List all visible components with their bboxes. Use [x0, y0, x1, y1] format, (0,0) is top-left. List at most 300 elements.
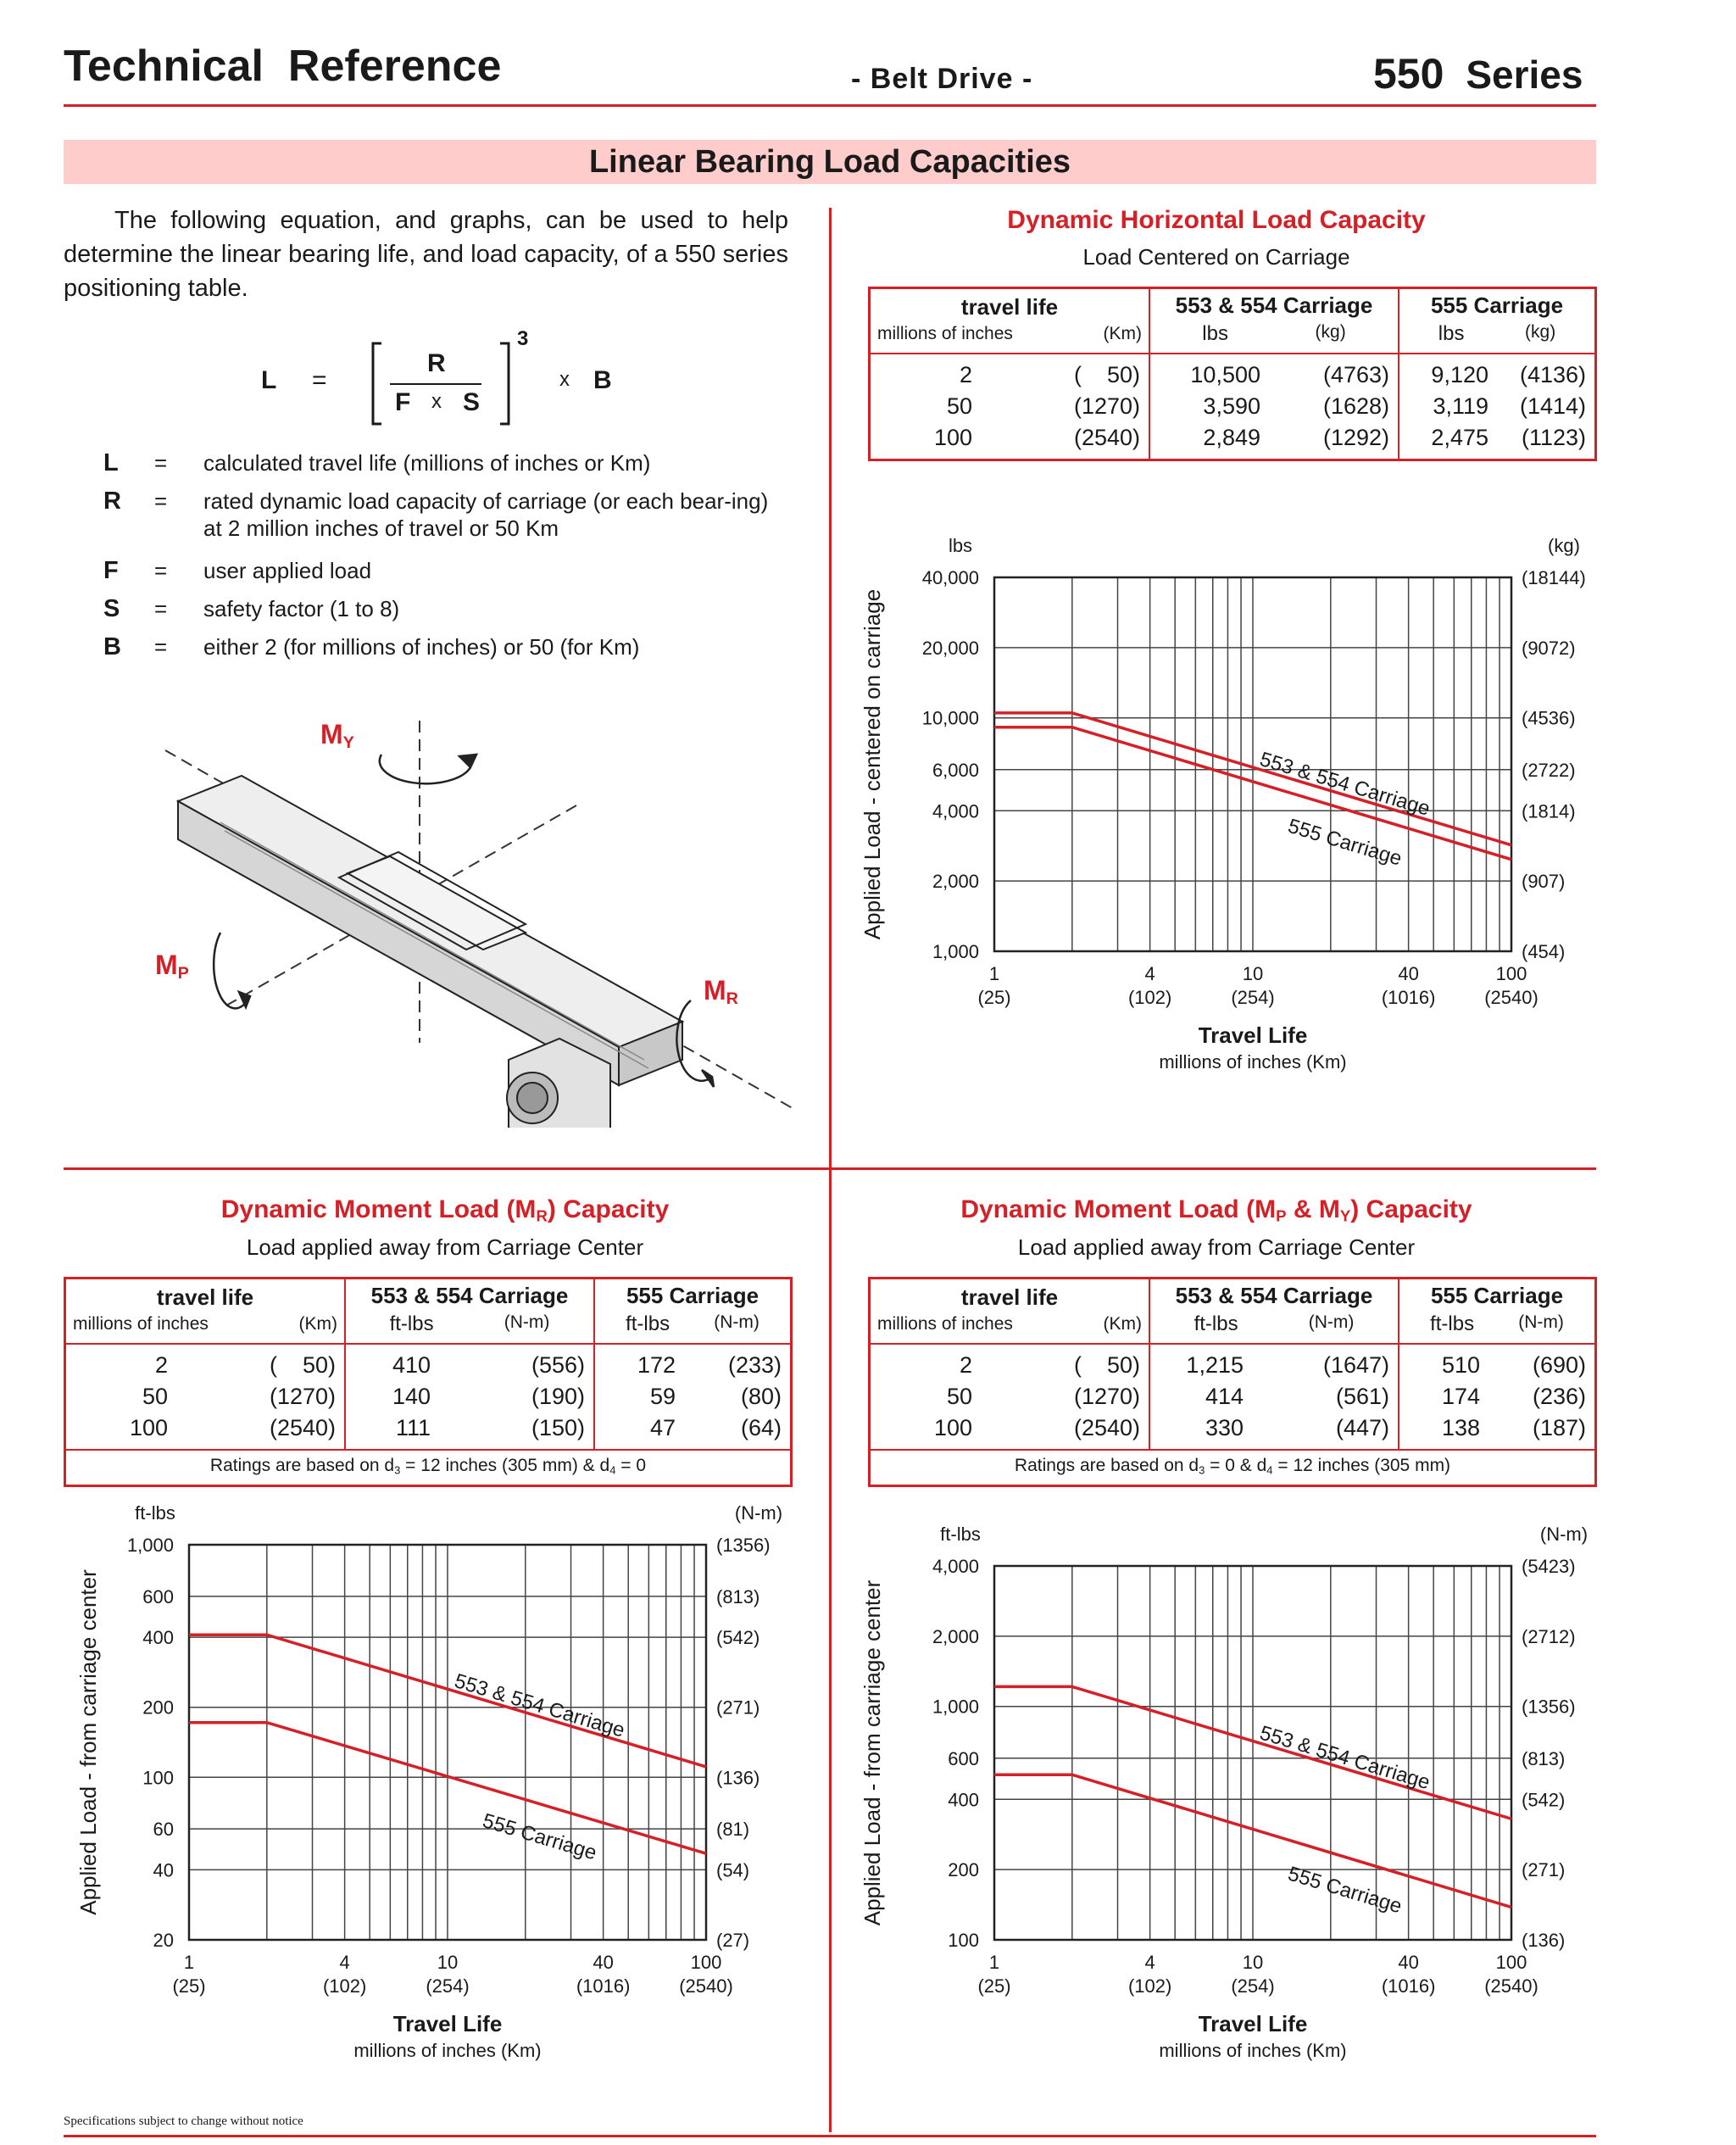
cell-a: 111 [395, 1415, 431, 1440]
cell-bk: (187) [1532, 1415, 1586, 1440]
y-tick-label-right: (907) [1522, 871, 1566, 893]
cell-b: 510 [1441, 1352, 1480, 1378]
x-tick-label-secondary: (102) [1127, 1975, 1172, 1997]
note-sub: 4 [609, 1463, 616, 1477]
x-tick-label-secondary: (2540) [1484, 1975, 1538, 1997]
body-cell [65, 1344, 346, 1450]
label-sub: Y [342, 733, 354, 752]
th-unit1: ft-lbs [389, 1312, 434, 1335]
y-tick-label: 20 [153, 1930, 174, 1951]
def-text: calculated travel life (millions of inches or Km) [203, 450, 651, 476]
cell-b: 47 [649, 1415, 676, 1440]
th-unit1: ft-lbs [1194, 1312, 1238, 1335]
note-pre: Ratings are based on d [209, 1456, 395, 1475]
equation [254, 322, 644, 432]
th-553: 553 & 554 Carriage [1175, 1283, 1373, 1308]
note-post: = 0 [615, 1456, 647, 1475]
y-axis-label: Applied Load - centered on carriage [860, 588, 885, 940]
x-tick-label: 1 [988, 1952, 1000, 1973]
cell-b: 172 [637, 1352, 676, 1378]
cell-ak: (1292) [1322, 425, 1389, 450]
def-equals: = [154, 450, 168, 476]
x-tick-label-secondary: (102) [322, 1975, 367, 1997]
def-text: rated dynamic load capacity of carriage (or each bear-ing) at 2 million inches of travel or 50 Km [203, 488, 769, 541]
x-tick-label-secondary: (25) [977, 1975, 1011, 1997]
table-row [354, 1350, 585, 1381]
y-tick-label-right: (2712) [1522, 1625, 1576, 1647]
note-mid: = 12 inches (305 mm) & d [400, 1456, 610, 1475]
x-tick-label-secondary: (1016) [576, 1975, 631, 1997]
table-row [879, 1412, 1140, 1444]
header-cell [1149, 288, 1399, 354]
x-tick-label-secondary: (25) [172, 1975, 206, 1997]
y-tick-label-right: (18144) [1522, 567, 1586, 588]
series-label: 553 & 554 Carriage [451, 1669, 628, 1742]
note-post: = 12 inches (305 mm) [1272, 1456, 1451, 1475]
cell-ak: (1647) [1322, 1352, 1389, 1378]
moment-label-mp [155, 950, 189, 983]
table-row [1159, 1381, 1389, 1412]
series-label: 553 & 554 Carriage [1256, 747, 1433, 821]
definition-r [103, 488, 815, 547]
x-tick-label-secondary: (102) [1127, 987, 1172, 1008]
th-unit2: (kg) [1315, 322, 1346, 342]
y-tick-label: 20,000 [921, 637, 979, 659]
label-sub: R [726, 989, 738, 1008]
x-tick-label-secondary: (254) [1231, 1975, 1275, 1997]
cell-bk: (690) [1532, 1352, 1586, 1378]
cell-km: (1270) [269, 1384, 336, 1409]
y-unit-right: (N-m) [734, 1502, 783, 1524]
eq-brackets [254, 322, 644, 432]
cell-ak: (1628) [1322, 393, 1389, 419]
th-travel-life: travel life [960, 294, 1059, 320]
cell-bk: (1123) [1521, 425, 1586, 450]
y-tick-label-right: (81) [716, 1819, 750, 1841]
x-tick-label-secondary: (1016) [1381, 987, 1436, 1008]
cell-km: ( 50) [269, 1352, 336, 1378]
y-unit-left: ft-lbs [135, 1502, 175, 1524]
th-unit2: (N-m) [504, 1312, 550, 1332]
table-header-row [870, 288, 1596, 354]
x-tick-label: 40 [1398, 963, 1419, 984]
note-sub: 4 [1266, 1463, 1273, 1477]
def-symbol: B [103, 633, 121, 660]
y-tick-label: 10,000 [921, 707, 979, 729]
table-row [354, 1381, 585, 1412]
horizontal-table [868, 287, 1597, 461]
eq-r: R [427, 349, 446, 377]
th-travel-life: travel life [960, 1284, 1059, 1310]
cell-a: 2,849 [1203, 425, 1260, 450]
title-sub: P [1276, 1206, 1287, 1225]
label-main: M [155, 950, 178, 980]
y-tick-label-right: (1356) [716, 1535, 771, 1556]
table-row [75, 1350, 336, 1381]
cell-life: 50 [142, 1384, 168, 1409]
body-cell [594, 1344, 792, 1450]
cell-a: 330 [1205, 1415, 1244, 1440]
y-tick-label-right: (136) [716, 1767, 760, 1789]
eq-s: S [463, 388, 481, 416]
th-unit1: lbs [1438, 322, 1465, 345]
mr-table [64, 1277, 793, 1487]
title-pre: Dynamic Moment Load (M [960, 1195, 1277, 1223]
x-tick-label: 40 [593, 1952, 614, 1973]
th-553: 553 & 554 Carriage [1175, 292, 1373, 318]
y-tick-label: 600 [948, 1747, 979, 1769]
y-tick-label-right: (1356) [1522, 1696, 1576, 1718]
y-tick-label: 2,000 [932, 1625, 979, 1647]
series-label: 555 Carriage [480, 1808, 599, 1865]
y-tick-label: 400 [948, 1789, 979, 1811]
y-tick-label-right: (4536) [1522, 707, 1576, 729]
x-tick-label: 1 [988, 963, 1000, 984]
th-sub [604, 1309, 782, 1343]
cell-a: 410 [392, 1352, 431, 1378]
y-tick-label: 4,000 [932, 1556, 979, 1577]
th-unit2: (N-m) [1308, 1312, 1355, 1332]
actuator-diagram [85, 704, 814, 1128]
y-tick-label: 200 [948, 1859, 979, 1881]
x-tick-label: 100 [1495, 1952, 1527, 1973]
definition-b [103, 633, 815, 667]
th-unit1: lbs [1202, 322, 1228, 345]
table-note-row [65, 1450, 792, 1486]
y-tick-label: 1,000 [126, 1535, 174, 1556]
y-tick-label-right: (542) [1522, 1789, 1566, 1811]
x-tick-label: 10 [1242, 1952, 1264, 1973]
y-tick-label: 1,000 [932, 941, 979, 962]
table-row [879, 1381, 1140, 1412]
cell-km: (1270) [1073, 393, 1140, 419]
th-555: 555 Carriage [1430, 292, 1564, 318]
table-row [354, 1412, 585, 1444]
y-unit-left: lbs [948, 535, 973, 556]
def-symbol: R [103, 488, 121, 515]
y-tick-label-right: (542) [716, 1627, 760, 1649]
cell-a: 10,500 [1190, 362, 1260, 387]
cell-bk: (64) [740, 1415, 782, 1440]
cell-life: 100 [129, 1415, 168, 1440]
y-tick-label-right: (271) [716, 1696, 760, 1719]
cell-bk: (80) [740, 1384, 782, 1409]
y-tick-label: 2,000 [932, 871, 979, 893]
y-tick-label-right: (136) [1522, 1930, 1566, 1951]
cell-ak: (4763) [1322, 362, 1389, 387]
title-sub: Y [1339, 1206, 1351, 1225]
x-axis-label: Travel Life [1198, 1022, 1308, 1048]
page-subtitle: - Belt Drive - [851, 63, 1033, 95]
series-label: 553 & 554 Carriage [1256, 1721, 1433, 1795]
cell-life: 2 [959, 362, 972, 387]
y-tick-label-right: (271) [1522, 1859, 1566, 1881]
x-tick-label: 100 [690, 1952, 722, 1973]
eq-exponent: 3 [517, 327, 529, 350]
cell-km: ( 50) [1073, 362, 1140, 387]
note-sub: 3 [1199, 1463, 1205, 1477]
table-row [1159, 1350, 1389, 1381]
cell-bk: (233) [727, 1352, 782, 1378]
x-tick-label-secondary: (254) [1231, 987, 1275, 1008]
table-row [1408, 359, 1586, 391]
moment-label-my [320, 719, 354, 753]
table-note [870, 1450, 1596, 1486]
body-cell [345, 1344, 594, 1450]
cell-ak: (447) [1335, 1415, 1389, 1440]
table-row [879, 359, 1140, 391]
th-unit2: (N-m) [714, 1312, 760, 1332]
y-axis-label: Applied Load - from carriage center [75, 1569, 101, 1915]
y-axis-label: Applied Load - from carriage center [860, 1580, 885, 1926]
series-label: 555 Carriage [1285, 814, 1405, 871]
body-cell [870, 354, 1150, 460]
eq-times-b: x [559, 368, 570, 391]
table-row [604, 1381, 782, 1412]
x-tick-label: 4 [339, 1952, 350, 1973]
cell-a: 3,590 [1203, 393, 1260, 419]
th-sub [73, 1311, 337, 1341]
y-tick-label: 60 [153, 1819, 174, 1841]
y-tick-label-right: (813) [716, 1585, 760, 1607]
th-km: (Km) [1103, 1314, 1142, 1334]
x-axis-label: Travel Life [392, 2011, 503, 2036]
cell-bk: (4136) [1519, 362, 1586, 387]
footer-note: Specifications subject to change without notice [64, 2114, 303, 2128]
cell-b: 138 [1441, 1415, 1480, 1440]
table-row [1408, 422, 1586, 454]
th-millions: millions of inches [877, 324, 1013, 343]
mr-title [64, 1195, 826, 1226]
cell-km: (2540) [1073, 425, 1140, 450]
x-tick-label-secondary: (1016) [1381, 1975, 1436, 1997]
cell-bk: (1414) [1519, 393, 1586, 419]
moment-label-mr [704, 975, 738, 1009]
page-title: Technical Reference [64, 42, 502, 91]
def-symbol: L [103, 449, 119, 476]
table-body [870, 354, 1596, 460]
header-cell [65, 1279, 346, 1345]
y-tick-label: 40,000 [921, 567, 979, 588]
cell-b: 9,120 [1431, 362, 1488, 387]
th-unit1: ft-lbs [1430, 1312, 1475, 1335]
def-text: safety factor (1 to 8) [203, 596, 400, 621]
y-tick-label: 400 [142, 1627, 174, 1649]
eq-equals: = [312, 366, 327, 394]
def-equals: = [154, 634, 168, 660]
cell-a: 140 [392, 1384, 431, 1409]
title-post: ) Capacity [1350, 1195, 1472, 1223]
section-title: Linear Bearing Load Capacities [588, 144, 1071, 180]
x-tick-label: 1 [183, 1952, 195, 1973]
table-row [1408, 1381, 1586, 1412]
cell-b: 2,475 [1431, 425, 1488, 450]
cell-km: ( 50) [1073, 1352, 1140, 1378]
cell-a: 414 [1205, 1384, 1244, 1409]
header-cell [345, 1279, 594, 1345]
x-axis-sublabel: millions of inches (Km) [353, 2040, 542, 2061]
table-row [1408, 1412, 1586, 1444]
def-symbol: F [103, 557, 119, 584]
table-row [604, 1412, 782, 1444]
y-tick-label: 4,000 [932, 800, 979, 822]
eq-l: L [261, 366, 277, 394]
th-555: 555 Carriage [626, 1283, 760, 1308]
body-cell [1149, 354, 1399, 460]
x-axis-sublabel: millions of inches (Km) [1159, 2040, 1347, 2061]
cell-b: 3,119 [1433, 393, 1488, 419]
y-tick-label: 40 [153, 1859, 174, 1881]
cell-km: (1270) [1073, 1384, 1140, 1409]
cell-bk: (236) [1532, 1384, 1586, 1409]
x-tick-label-secondary: (254) [426, 1975, 470, 1997]
body-cell [1399, 354, 1596, 460]
middle-rule-left [64, 1167, 831, 1170]
cell-a: 1,215 [1186, 1352, 1244, 1378]
mr-subtitle: Load applied away from Carriage Center [246, 1234, 644, 1260]
series-number: 550 [1373, 50, 1444, 98]
cell-ak: (150) [531, 1415, 585, 1440]
title-mid: & M [1286, 1195, 1340, 1223]
mpmy-subtitle: Load applied away from Carriage Center [1017, 1234, 1416, 1260]
table-row [1408, 1350, 1586, 1381]
horizontal-subtitle: Load Centered on Carriage [1082, 244, 1350, 270]
definition-f [103, 557, 815, 591]
y-tick-label: 1,000 [932, 1696, 979, 1718]
th-sub [1159, 1309, 1389, 1343]
y-tick-label: 100 [142, 1767, 174, 1789]
table-body [65, 1344, 792, 1450]
cell-b: 59 [649, 1384, 676, 1409]
y-tick-label: 6,000 [932, 759, 979, 781]
note-sub: 3 [394, 1463, 401, 1477]
label-sub: P [177, 963, 189, 983]
th-sub [1408, 1309, 1586, 1343]
series-word: Series [1466, 53, 1583, 97]
cell-km: (2540) [269, 1415, 336, 1440]
title-sub: R [536, 1206, 548, 1225]
header-rule [64, 104, 1596, 107]
table-row [1408, 391, 1586, 422]
x-tick-label-secondary: (2540) [679, 1975, 733, 1997]
th-sub [1408, 319, 1586, 353]
cell-life: 100 [933, 425, 972, 450]
th-555: 555 Carriage [1430, 1283, 1564, 1308]
y-unit-left: ft-lbs [940, 1524, 981, 1545]
table-note-row [870, 1450, 1596, 1486]
table-row [1159, 1412, 1389, 1444]
th-sub [877, 1311, 1142, 1341]
cell-b: 174 [1441, 1384, 1480, 1409]
horizontal-load-chart [848, 521, 1628, 1081]
th-millions: millions of inches [877, 1314, 1013, 1334]
cell-ak: (190) [531, 1384, 585, 1409]
th-km: (Km) [1103, 324, 1142, 343]
th-millions: millions of inches [73, 1314, 209, 1334]
cell-life: 2 [154, 1352, 168, 1378]
y-tick-label: 200 [142, 1696, 174, 1719]
table-row [1159, 391, 1389, 422]
x-tick-label: 10 [1242, 963, 1264, 984]
th-sub [1159, 319, 1389, 353]
cell-km: (2540) [1073, 1415, 1140, 1440]
body-cell [1149, 1344, 1399, 1450]
y-tick-label-right: (2722) [1522, 759, 1576, 781]
header-cell [870, 288, 1150, 354]
title-pre: Dynamic Moment Load (M [220, 1195, 537, 1223]
title-post: ) Capacity [547, 1195, 670, 1223]
y-unit-right: (N-m) [1539, 1524, 1589, 1545]
eq-f: F [395, 388, 411, 416]
def-equals: = [154, 596, 168, 621]
cell-life: 50 [946, 1384, 972, 1409]
eq-times: x [431, 390, 442, 413]
series-label: 555 Carriage [1285, 1862, 1405, 1919]
th-sub [877, 320, 1142, 351]
y-unit-right: (kg) [1548, 535, 1580, 556]
mpmy-title [835, 1195, 1598, 1226]
cell-ak: (561) [1335, 1384, 1389, 1409]
table-note [65, 1450, 792, 1486]
table-row [1159, 359, 1389, 391]
y-tick-label-right: (1814) [1522, 800, 1576, 822]
th-553: 553 & 554 Carriage [370, 1283, 569, 1308]
footer-rule [64, 2135, 1596, 2137]
x-tick-label: 4 [1144, 963, 1155, 984]
def-equals: = [154, 558, 168, 583]
middle-rule-right [829, 1167, 1596, 1170]
mpmy-load-chart [848, 1513, 1628, 2098]
cell-life: 50 [946, 393, 972, 419]
y-tick-label-right: (27) [716, 1930, 750, 1951]
y-tick-label-right: (5423) [1522, 1556, 1576, 1577]
def-text: user applied load [203, 558, 372, 583]
cell-ak: (556) [531, 1352, 585, 1378]
series-label [1373, 49, 1583, 98]
definition-l [103, 449, 815, 483]
header-cell [1399, 288, 1596, 354]
body-cell [1399, 1344, 1596, 1450]
y-tick-label: 600 [142, 1585, 174, 1607]
header-cell [1149, 1279, 1399, 1345]
label-main: M [704, 975, 726, 1006]
def-equals: = [154, 488, 168, 514]
x-axis-sublabel: millions of inches (Km) [1159, 1051, 1347, 1072]
intro-paragraph: The following equation, and graphs, can be used to help determine the linear bearing life, and load capacity, of a 550 series positioning table. [64, 207, 788, 302]
x-tick-label: 4 [1144, 1952, 1155, 1973]
body-cell [870, 1344, 1150, 1450]
header-cell [594, 1279, 792, 1345]
horizontal-title: Dynamic Horizontal Load Capacity [1007, 206, 1426, 234]
x-tick-label-secondary: (25) [977, 987, 1011, 1008]
table-row [604, 1350, 782, 1381]
y-tick-label-right: (9072) [1522, 637, 1576, 659]
table-row [879, 391, 1140, 422]
header-cell [1399, 1279, 1596, 1345]
eq-b: B [593, 366, 612, 394]
label-main: M [320, 719, 343, 749]
y-tick-label-right: (454) [1522, 941, 1566, 962]
header-cell [870, 1279, 1150, 1345]
table-row [75, 1412, 336, 1444]
note-pre: Ratings are based on d [1014, 1456, 1199, 1475]
table-header-row [65, 1279, 792, 1345]
th-km: (Km) [298, 1314, 337, 1334]
table-body [870, 1344, 1596, 1450]
th-travel-life: travel life [156, 1284, 254, 1310]
def-symbol: S [103, 595, 120, 622]
mr-load-chart [64, 1492, 843, 2077]
